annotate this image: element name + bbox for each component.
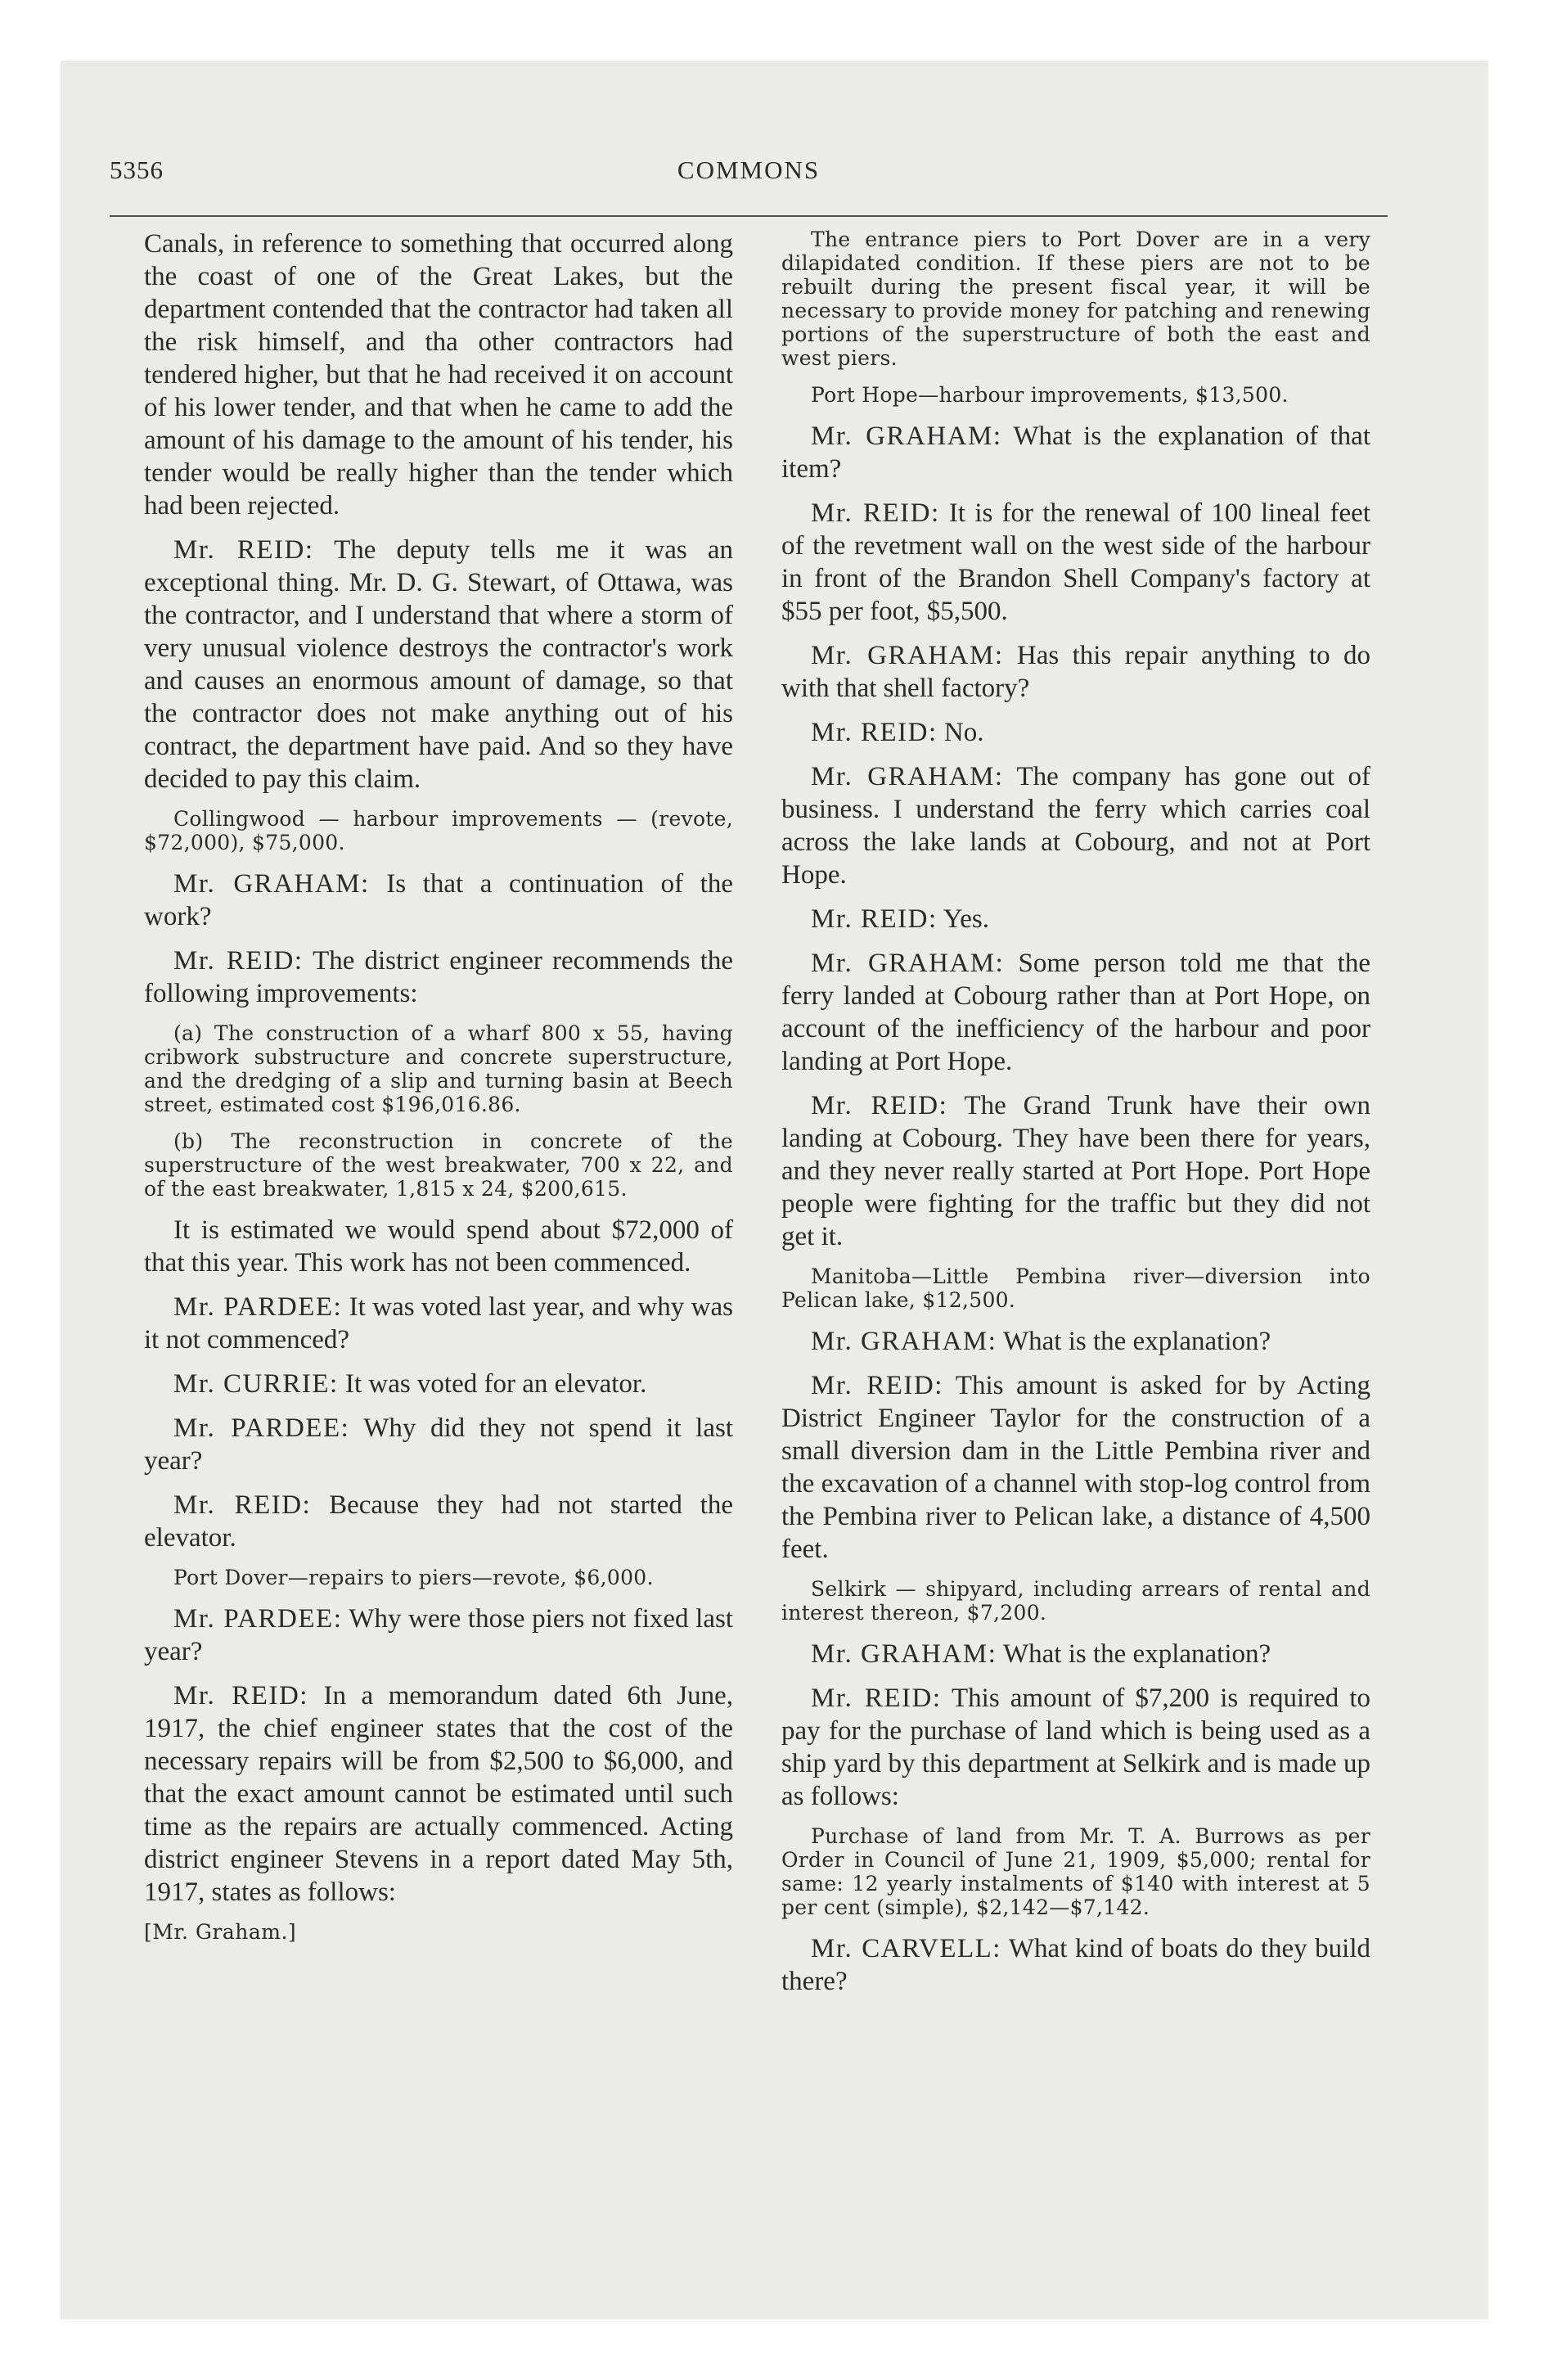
vote-item: (a) The construction of a wharf 800 x 55, having cribwork substructure and concrete superstructure, and the dredging of a slip and turning basin at Beech street, estimated cost $196,016.86. [144,1021,733,1116]
page-header [110,156,1388,196]
speech-paragraph [781,1682,1370,1813]
speaker-name: Mr. GRAHAM: [173,869,370,899]
speech-text: No. [937,718,984,747]
speaker-name: Mr. GRAHAM: [811,421,1002,451]
speech-paragraph [144,1412,733,1477]
speech-paragraph [781,1089,1370,1253]
vote-item: Port Hope—harbour improvements, $13,500. [811,383,1289,407]
speaker-name: Mr. GRAHAM: [811,1327,997,1356]
speaker-name: Mr. REID: [811,498,940,528]
speech-paragraph [781,947,1370,1078]
page-number: 5356 [110,156,164,184]
speech-text: What kind of boats do they build there? [781,1934,1370,1996]
speech-paragraph [781,903,1370,935]
speaker-name: Mr. CURRIE: [173,1369,339,1399]
speech-paragraph [781,497,1370,628]
speech-text: Has this repair anything to do with that shell factory? [781,641,1371,703]
speech-text: Why were those piers not fixed last year? [144,1604,733,1666]
header-rule [110,215,1388,217]
speech-text: What is the explanation? [997,1639,1271,1669]
speech-paragraph [144,1679,733,1909]
speech-paragraph [781,420,1370,485]
right-column [781,228,1370,2009]
speech-paragraph [144,1291,733,1356]
speech-text: Is that a continuation of the work? [144,869,733,931]
speaker-name: Mr. PARDEE: [173,1604,343,1634]
speaker-name: Mr. GRAHAM: [811,949,1005,978]
speech-paragraph [781,1369,1370,1566]
vote-item: Port Dover—repairs to piers—revote, $6,000. [173,1566,654,1589]
speech-text: This amount is asked for by Acting District Engineer Taylor for the construction of a small diversion dam in the Little Pembina river and the excavation of a channel with stop-log control from the Pembina river to Pelican lake, a distance of 4,500 feet. [781,1371,1370,1564]
speech-text: In a memorandum dated 6th June, 1917, the chief engineer states that the cost of the necessary repairs will be from $2,500 to $6,000, and that the exact amount cannot be estimated until such time as the repairs are actually commenced. Acting district engineer Stevens in a report dated May 5th, 1917, states as follows: [144,1681,734,1907]
speaker-name: Mr. REID: [811,1371,943,1400]
speech-text: The company has gone out of business. I understand the ferry which carries coal across the lake lands at Cobourg, and not at Port Hope. [781,762,1371,890]
speaker-name: Mr. REID: [173,535,314,565]
speaker-name: Mr. GRAHAM: [811,1639,997,1669]
speaker-name: Mr. PARDEE: [173,1292,343,1322]
speech-text: The Grand Trunk have their own landing at Cobourg. They have been there for years, and they never really started at Port Hope. Port Hope people were fighting for the traffic but they did not get it. [781,1091,1370,1251]
body-paragraph: Canals, in reference to something that occurred along the coast of one of the Great Lakes, but the department contended that the contractor had taken all the risk himself, and tha other contractors had tendered higher, but that he had received it on account of his lower tender, and that when he came to add the amount of his damage to the amount of his tender, his tender would be really higher than the tender which had been rejected. [144,229,733,521]
speech-text: The district engineer recommends the following improvements: [144,946,734,1008]
vote-item: Selkirk — shipyard, including arrears of rental and interest thereon, $7,200. [781,1577,1370,1625]
speech-text: Some person told me that the ferry landed at Cobourg rather than at Port Hope, on account of the inefficiency of the harbour and poor landing at Port Hope. [781,949,1370,1076]
speech-text: It is for the renewal of 100 lineal feet of the revetment wall on the west side of the harbour in front of the Brandon Shell Company's factory at $55 per foot, $5,500. [781,498,1370,626]
body-paragraph: It is estimated we would spend about $72,000 of that this year. This work has not been commenced. [144,1215,733,1278]
speech-paragraph [144,868,733,933]
speech-text: What is the explanation? [997,1327,1271,1356]
vote-item: Purchase of land from Mr. T. A. Burrows as per Order in Council of June 21, 1909, $5,000; rental for same: 12 yearly instalments of $140 with interest at 5 per cent (simple), $2,142—$7,142. [781,1824,1370,1919]
speech-paragraph [781,1932,1370,1998]
speech-paragraph [144,1368,733,1400]
speaker-footer-tag: [Mr. Graham.] [144,1920,297,1944]
speaker-name: Mr. GRAHAM: [811,762,1004,791]
speech-text: It was voted for an elevator. [338,1369,647,1399]
speech-text: The deputy tells me it was an exceptional thing. Mr. D. G. Stewart, of Ottawa, was the contractor, and I understand that where a storm of very unusual violence destroys the contractor's work and causes an enormous amount of damage, so that the contractor does not make anything out of his contract, the department have paid. And so they have decided to pay this claim. [144,535,734,794]
speech-text: It was voted last year, and why was it not commenced? [144,1292,733,1355]
speaker-name: Mr. REID: [811,1091,948,1120]
running-head: COMMONS [677,156,821,184]
speech-text: Because they had not started the elevator. [144,1490,734,1553]
speaker-name: Mr. PARDEE: [173,1413,350,1443]
speaker-name: Mr. GRAHAM: [811,641,1004,670]
speaker-name: Mr. REID: [173,1490,312,1520]
speech-paragraph [781,639,1370,705]
speech-paragraph [144,1602,733,1668]
speech-paragraph [781,760,1370,891]
left-column [144,228,733,1944]
speech-paragraph [144,944,733,1010]
speech-text: What is the explanation of that item? [781,421,1370,484]
speaker-name: Mr. REID: [811,1684,942,1713]
speech-paragraph [781,716,1370,749]
vote-item: (b) The reconstruction in concrete of the superstructure of the west breakwater, 700 x 22, and of the east breakwater, 1,815 x 24, $200,615. [144,1129,733,1201]
speech-paragraph [781,1638,1370,1670]
speech-text: Why did they not spend it last year? [144,1413,733,1476]
speaker-name: Mr. REID: [811,904,938,934]
speaker-name: Mr. CARVELL: [811,1934,1001,1963]
speaker-name: Mr. REID: [173,946,304,976]
speech-text: Yes. [937,904,989,934]
speech-text: This amount of $7,200 is required to pay for the purchase of land which is being used as a ship yard by this department at Selkirk and is made up as follows: [781,1684,1371,1811]
speech-paragraph [781,1325,1370,1358]
vote-item: The entrance piers to Port Dover are in a very dilapidated condition. If these piers are not to be rebuilt during the present fiscal year, it will be necessary to provide money for patching and renewing portions of the superstructure of both the east and west piers. [781,228,1370,370]
speaker-name: Mr. REID: [173,1681,308,1711]
speech-paragraph [144,1489,733,1554]
speaker-name: Mr. REID: [811,718,938,747]
speech-paragraph [144,534,733,796]
vote-item: Manitoba—Little Pembina river—diversion into Pelican lake, $12,500. [781,1264,1370,1312]
vote-item: Collingwood — harbour improvements — (revote, $72,000), $75,000. [144,807,733,854]
